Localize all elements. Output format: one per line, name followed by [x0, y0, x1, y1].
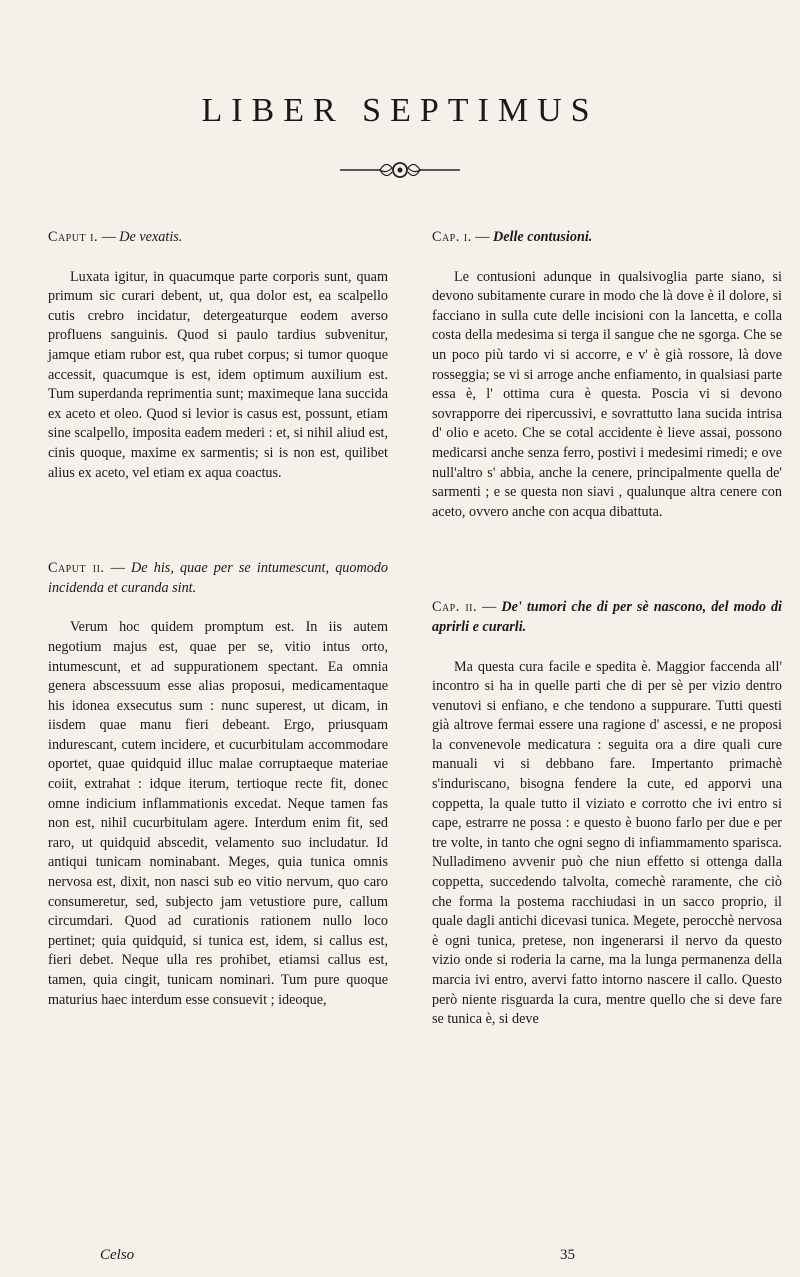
latin-chapter-2-text: Verum hoc quidem promptum est. In iis autem negotium majus est, quae per se, vitio intus orto, intumescunt, et ad suppurationem spectant. Ea omnia genera abscessuum esse alias proposui, medicamentaque his idonea exsecutus sum : nunc superest, ut dicam, in iisdem quae manu fieri debeant. Ergo, priusquam indurescant, cutem incidere, et cucurbitulam accommodare oportet, quae quidquid illuc malae corruptaeque materiae coiit, extrahat : idque iterum, tertioque recte fit, donec omne indicium inflammationis excedat. Neque tamen fas non est, nihil cucurbitulam agere. Interdum enim fit, sed raro, ut quidquid abscedit, velamento suo includatur. Id antiqui tunicam nominabant. Meges, quia tunica omnis nervosa est, dixit, non nasci sub eo vitio nervum, quo caro consumeretur, sed, subjecto jam vetustiore pure, callum circumdari. Quod ad curationis rationem nullo loco pertinet; quia quidquid, si tunica est, idem, si callus est, fieri debet. Neque ulla res prohibet, etiamsi callus est, tamen, quia cingit, tunicam nominari. Tum pure quoque maturius haec interdum esse consuevit ; ideoque, — [48, 619, 388, 1008]
latin-column — [48, 228, 388, 1010]
page-number: 35 — [560, 1247, 575, 1263]
fleuron-ornament-icon — [0, 150, 800, 190]
latin-chapter-1-title: De vexatis. — [119, 229, 183, 245]
latin-chapter-2-number: Caput ii. — [48, 560, 105, 577]
latin-chapter-2-heading — [48, 559, 388, 598]
latin-chapter-2-title: De his, quae per se intumescunt, quomodo incidenda et curanda sint. — [48, 560, 388, 596]
italian-chapter-1-text: Le contusioni adunque in qualsivoglia parte siano, si devono subitamente curare in modo che là dove è il dolore, si facciano in sulla cute delle incisioni con la lancetta, e colla costa della medesima si terga il sangue che ne sgorga. Che se un poco più tardo vi si accorre, e v' è già rossore, là dove rosseggia; se vi si arroge anche enfiamento, in qualsiasi parte essa è, l' ottima cura è questa. Poscia vi si devono sovrapporre dei ripercussivi, e sovrattutto lana sucida intrisa d' olio e aceto. Che se cotal accidente è lieve assai, possono medicarsi anche senza ferro, postivi i medesimi rimedi; e ove null'altro s' abbia, anche la cenere, principalmente quella de' sarmenti ; e se questa non siavi , qualunque altra cenere con aceto, ovvero anche con acqua dibattuta. — [432, 268, 782, 520]
book-title: LIBER SEPTIMUS — [201, 92, 599, 129]
catchword: Celso — [100, 1247, 135, 1263]
italian-chapter-2-text: Ma questa cura facile e spedita è. Maggior faccenda all' incontro si ha in quelle parti che di per sè per vizio dentro venutovi si enfiano, e che tendono a suppurare. Tutti questi già altrove fermai essere una ragione d' ascessi, e ne proposi la convenevole medicatura : seguita ora a dire quali cure manuali vi si debbano fare. Impertanto primachè s'induriscano, bisogna fendere la cute, ed apporvi una coppetta, la quale tutto il viziato e corrotto che ivi entro si cape, estrarre ne possa : e questo è buono farlo per due e per tre volte, in tanto che ogni segno di infiammamento sparisca. Nulladimeno avvenir può che niun effetto si ottenga dalla coppetta, succedendo talvolta, comechè raramente, che ciò che forma la postema racchiudasi in un sacco proprio, il quale dagli antichi dicevasi tunica. Megete, perocchè nervosa è ogni tunica, pretese, non ingenerarsi il nervo da questo vizio onde si roderia la carne, ma la lunga permanenza della marcia ivi entro, avervi fatto intorno nascere il callo. Questo però niente risguarda la cura, mentre quello che si deve fare se tunica è, si deve — [432, 658, 782, 1028]
italian-chapter-1-heading — [432, 228, 782, 248]
italian-column — [432, 228, 782, 1030]
italian-chapter-2-heading — [432, 598, 782, 637]
latin-chapter-1-number: Caput i. — [48, 229, 99, 245]
dash: — — [98, 229, 120, 245]
latin-chapter-1-heading — [48, 228, 388, 248]
spacer — [432, 522, 782, 598]
dash: — — [477, 599, 502, 616]
latin-chapter-1-text: Luxata igitur, in quacumque parte corporis sunt, quam primum sic curari debent, ut, qua dolor est, ea scalpello cutis crebro incidatur, detergeaturque eodem averso profluens sanguinis. Quod si paulo tardius subvenitur, jamque etiam rubor est, qua rubet corpus; si tumor quoque accessit, quacumque is est, idem optimum auxilium est. Tum superdanda reprimentia sunt; maximeque lana succida ex aceto et oleo. Quod si levior is casus est, possunt, etiam sine scalpello, imposita eadem mederi : et, si nihil aliud est, cinis quoque, maxime ex sarmentis; si is non est, quilibet alius ex aceto, vel etiam ex aqua coactus. — [48, 268, 388, 481]
italian-chapter-1-number: Cap. i. — [432, 229, 472, 245]
dash: — — [471, 229, 493, 245]
spacer — [48, 483, 388, 559]
italian-chapter-2-title: De' tumori che di per sè nascono, del modo di aprirli e curarli. — [432, 599, 782, 635]
italian-chapter-1-title: Delle contusioni. — [493, 229, 593, 245]
dash: — — [104, 560, 132, 577]
italian-chapter-2-number: Cap. ii. — [432, 599, 478, 616]
